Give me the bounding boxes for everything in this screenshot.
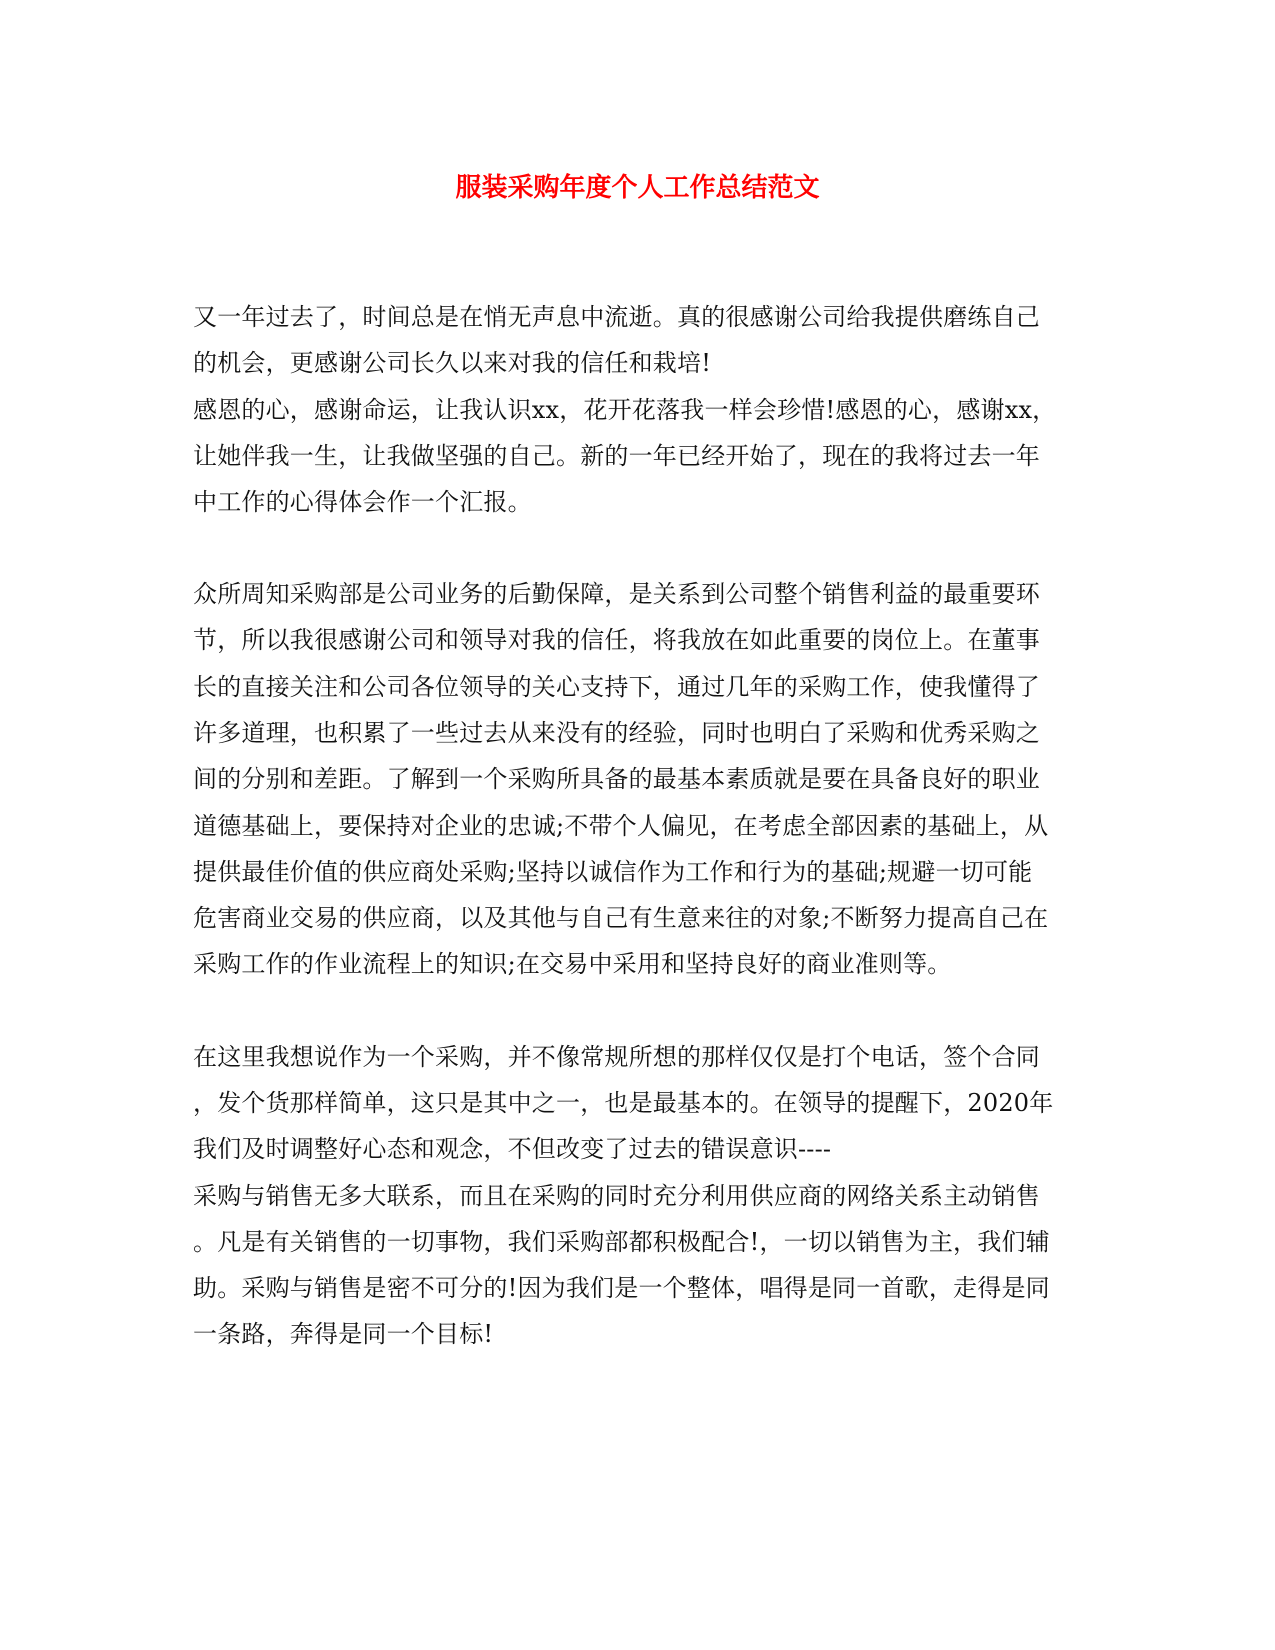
paragraph-1-line-1: 又一年过去了，时间总是在悄无声息中流逝。真的很感谢公司给我提供磨练自己: [193, 303, 1040, 331]
paragraph-3-line-4: 采购与销售无多大联系，而且在采购的同时充分利用供应商的网络关系主动销售: [193, 1182, 1040, 1210]
paragraph-2-line-6: 道德基础上，要保持对企业的忠诚;不带个人偏见，在考虑全部因素的基础上，从: [193, 812, 1049, 840]
paragraph-3-line-7: 一条路，奔得是同一个目标!: [193, 1320, 494, 1348]
paragraph-1-line-4: 让她伴我一生，让我做坚强的自己。新的一年已经开始了，现在的我将过去一年: [193, 442, 1040, 470]
paragraph-1-line-5: 中工作的心得体会作一个汇报。: [193, 488, 532, 516]
paragraph-1-line-2: 的机会，更感谢公司长久以来对我的信任和栽培!: [193, 349, 712, 377]
paragraph-3-line-3: 我们及时调整好心态和观念，不但改变了过去的错误意识----: [193, 1135, 832, 1163]
paragraph-2-line-7: 提供最佳价值的供应商处采购;坚持以诚信作为工作和行为的基础;规避一切可能: [193, 858, 1033, 886]
paragraph-2-line-9: 采购工作的作业流程上的知识;在交易中采用和坚持良好的商业准则等。: [193, 950, 952, 978]
paragraph-3-line-5: 。凡是有关销售的一切事物，我们采购部都积极配合!，一切以销售为主，我们辅: [193, 1228, 1050, 1256]
paragraph-1-line-3: 感恩的心，感谢命运，让我认识xx，花开花落我一样会珍惜!感恩的心，感谢xx，: [193, 396, 1057, 424]
page-title: 服装采购年度个人工作总结范文: [455, 173, 820, 203]
paragraph-3-line-6: 助。采购与销售是密不可分的!因为我们是一个整体，唱得是同一首歌，走得是同: [193, 1274, 1050, 1302]
paragraph-2-line-1: 众所周知采购部是公司业务的后勤保障，是关系到公司整个销售利益的最重要环: [193, 580, 1040, 608]
paragraph-3-line-1: 在这里我想说作为一个采购，并不像常规所想的那样仅仅是打个电话，签个合同: [193, 1043, 1040, 1071]
paragraph-3-line-2: ，发个货那样简单，这只是其中之一，也是最基本的。在领导的提醒下，2020年: [193, 1089, 1054, 1117]
paragraph-2-line-2: 节，所以我很感谢公司和领导对我的信任，将我放在如此重要的岗位上。在董事: [193, 626, 1040, 654]
paragraph-2-line-3: 长的直接关注和公司各位领导的关心支持下，通过几年的采购工作，使我懂得了: [193, 673, 1040, 701]
paragraph-2-line-4: 许多道理，也积累了一些过去从来没有的经验，同时也明白了采购和优秀采购之: [193, 719, 1040, 747]
paragraph-2-line-5: 间的分别和差距。了解到一个采购所具备的最基本素质就是要在具备良好的职业: [193, 765, 1040, 793]
paragraph-2-line-8: 危害商业交易的供应商，以及其他与自己有生意来往的对象;不断努力提高自己在: [193, 904, 1049, 932]
